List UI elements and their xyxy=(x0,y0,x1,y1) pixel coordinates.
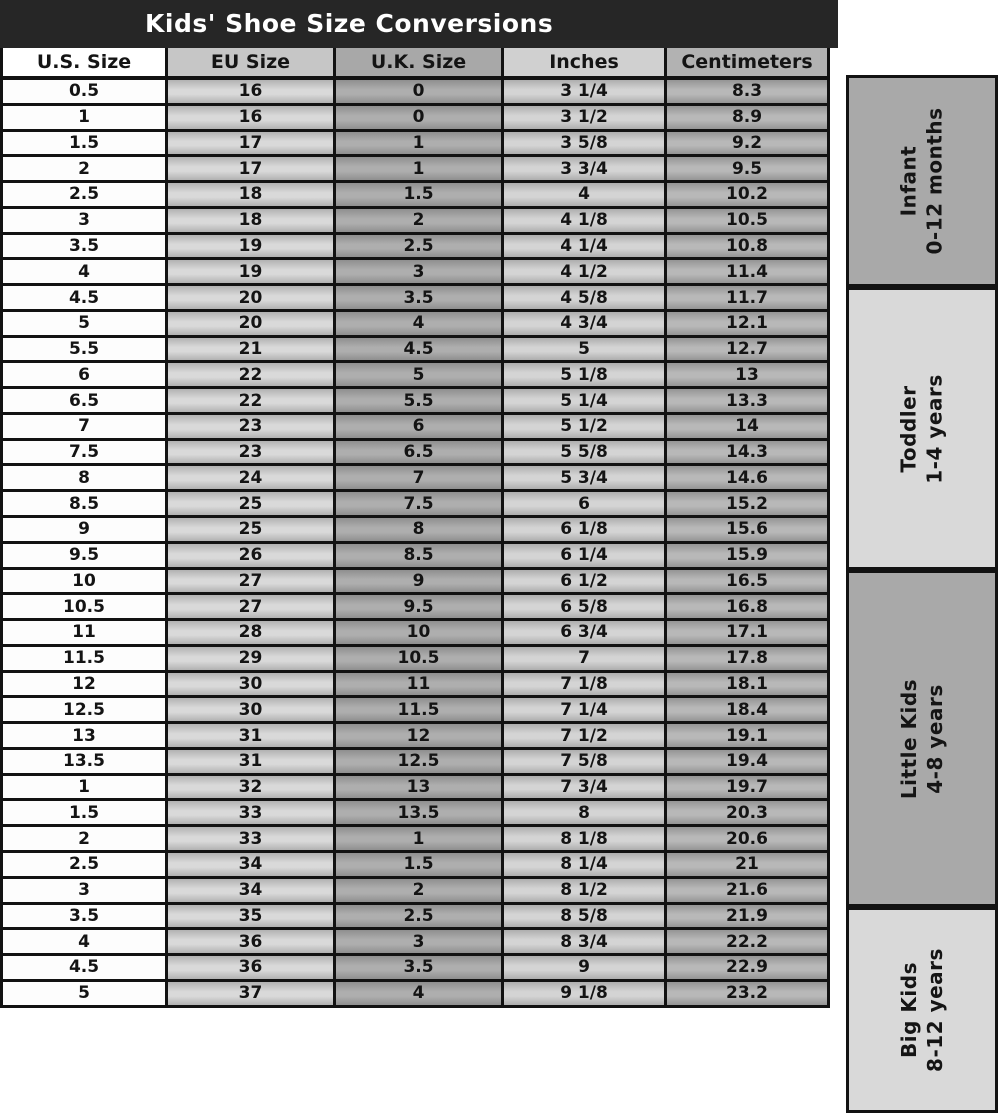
table-header-row xyxy=(3,48,830,80)
age-group-name: Toddler xyxy=(897,384,921,473)
table-cell: 14 xyxy=(667,415,830,441)
table-cell: 9 xyxy=(3,518,168,544)
table-row xyxy=(3,776,830,802)
table-cell: 23.2 xyxy=(667,982,830,1008)
table-cell: 6 xyxy=(336,415,504,441)
table-row xyxy=(3,492,830,518)
table-cell: 8 xyxy=(504,801,667,827)
table-cell: 11.4 xyxy=(667,260,830,286)
table-cell: 4.5 xyxy=(336,338,504,364)
table-cell: 6 3/4 xyxy=(504,621,667,647)
table-cell: 6.5 xyxy=(336,441,504,467)
age-group-little-kids xyxy=(846,570,998,907)
table-cell: 7 1/2 xyxy=(504,724,667,750)
table-cell: 27 xyxy=(168,595,336,621)
table-cell: 7 xyxy=(504,647,667,673)
table-cell: 4 3/4 xyxy=(504,312,667,338)
table-row xyxy=(3,905,830,931)
table-cell: 5.5 xyxy=(336,389,504,415)
table-cell: 6.5 xyxy=(3,389,168,415)
table-cell: 3 xyxy=(336,260,504,286)
table-cell: 16.5 xyxy=(667,570,830,596)
table-cell: 3.5 xyxy=(336,956,504,982)
table-cell: 31 xyxy=(168,750,336,776)
table-row xyxy=(3,595,830,621)
age-group-range: 1-4 years xyxy=(923,373,947,484)
table-cell: 15.2 xyxy=(667,492,830,518)
table-cell: 16 xyxy=(168,106,336,132)
age-group-name: Little Kids xyxy=(897,678,921,799)
table-cell: 11 xyxy=(336,673,504,699)
table-cell: 17.1 xyxy=(667,621,830,647)
table-row xyxy=(3,750,830,776)
page-title: Kids' Shoe Size Conversions xyxy=(145,9,554,38)
table-cell: 25 xyxy=(168,518,336,544)
table-cell: 35 xyxy=(168,905,336,931)
table-cell: 1 xyxy=(336,157,504,183)
table-cell: 34 xyxy=(168,879,336,905)
age-group-label xyxy=(896,678,948,798)
table-cell: 1.5 xyxy=(3,801,168,827)
table-cell: 5 xyxy=(504,338,667,364)
table-cell: 15.9 xyxy=(667,544,830,570)
table-cell: 5.5 xyxy=(3,338,168,364)
size-conversion-table xyxy=(0,48,830,1008)
table-cell: 4 1/4 xyxy=(504,235,667,261)
table-cell: 4 xyxy=(3,260,168,286)
table-row xyxy=(3,312,830,338)
table-row xyxy=(3,441,830,467)
table-row xyxy=(3,827,830,853)
table-cell: 18.4 xyxy=(667,698,830,724)
age-group-label xyxy=(896,107,948,254)
table-cell: 33 xyxy=(168,801,336,827)
table-cell: 3 xyxy=(336,930,504,956)
table-cell: 1 xyxy=(3,776,168,802)
table-cell: 29 xyxy=(168,647,336,673)
table-cell: 10.8 xyxy=(667,235,830,261)
table-row xyxy=(3,930,830,956)
table-cell: 1 xyxy=(336,132,504,158)
table-cell: 19.1 xyxy=(667,724,830,750)
table-cell: 7 1/8 xyxy=(504,673,667,699)
table-cell: 26 xyxy=(168,544,336,570)
table-cell: 21.9 xyxy=(667,905,830,931)
table-cell: 11 xyxy=(3,621,168,647)
table-cell: 1.5 xyxy=(336,853,504,879)
table-cell: 1.5 xyxy=(3,132,168,158)
table-row xyxy=(3,338,830,364)
table-cell: 8.5 xyxy=(336,544,504,570)
table-cell: 5 xyxy=(3,312,168,338)
table-cell: 13.5 xyxy=(3,750,168,776)
table-cell: 7 1/4 xyxy=(504,698,667,724)
table-cell: 37 xyxy=(168,982,336,1008)
table-cell: 3 xyxy=(3,209,168,235)
table-cell: 9.2 xyxy=(667,132,830,158)
table-cell: 31 xyxy=(168,724,336,750)
table-row xyxy=(3,80,830,106)
table-cell: 8 1/8 xyxy=(504,827,667,853)
table-cell: 4 5/8 xyxy=(504,286,667,312)
table-cell: 8 3/4 xyxy=(504,930,667,956)
age-group-label xyxy=(896,374,948,483)
table-row xyxy=(3,673,830,699)
table-cell: 2 xyxy=(336,209,504,235)
age-group-range: 4-8 years xyxy=(923,683,947,794)
table-cell: 10.2 xyxy=(667,183,830,209)
table-cell: 1 xyxy=(336,827,504,853)
table-cell: 30 xyxy=(168,698,336,724)
table-row xyxy=(3,853,830,879)
table-cell: 22 xyxy=(168,389,336,415)
table-cell: 18.1 xyxy=(667,673,830,699)
age-group-name: Infant xyxy=(897,145,922,217)
table-cell: 21 xyxy=(667,853,830,879)
table-cell: 7 xyxy=(3,415,168,441)
table-row xyxy=(3,570,830,596)
table-cell: 22.2 xyxy=(667,930,830,956)
table-cell: 2 xyxy=(3,827,168,853)
table-cell: 9 xyxy=(504,956,667,982)
table-cell: 3 3/4 xyxy=(504,157,667,183)
table-row xyxy=(3,879,830,905)
age-group-infant xyxy=(846,75,998,287)
table-cell: 20 xyxy=(168,286,336,312)
table-cell: 19 xyxy=(168,235,336,261)
table-cell: 13.3 xyxy=(667,389,830,415)
table-cell: 5 xyxy=(336,363,504,389)
table-cell: 2.5 xyxy=(336,235,504,261)
table-body xyxy=(3,80,830,1008)
table-cell: 12 xyxy=(3,673,168,699)
table-cell: 11.7 xyxy=(667,286,830,312)
table-row xyxy=(3,260,830,286)
column-header-inches: Inches xyxy=(504,48,667,80)
table-cell: 12 xyxy=(336,724,504,750)
table-cell: 12.5 xyxy=(336,750,504,776)
table-cell: 6 xyxy=(504,492,667,518)
table-cell: 7.5 xyxy=(3,441,168,467)
table-cell: 9 xyxy=(336,570,504,596)
table-cell: 2 xyxy=(3,157,168,183)
table-cell: 13 xyxy=(3,724,168,750)
table-cell: 19.4 xyxy=(667,750,830,776)
table-cell: 0 xyxy=(336,106,504,132)
table-cell: 19 xyxy=(168,260,336,286)
table-cell: 10.5 xyxy=(336,647,504,673)
table-cell: 0.5 xyxy=(3,80,168,106)
table-cell: 5 xyxy=(3,982,168,1008)
table-cell: 20.3 xyxy=(667,801,830,827)
table-cell: 8.3 xyxy=(667,80,830,106)
table-cell: 1 xyxy=(3,106,168,132)
table-row xyxy=(3,389,830,415)
table-cell: 3.5 xyxy=(3,905,168,931)
table-cell: 5 3/4 xyxy=(504,466,667,492)
age-group-toddler xyxy=(846,287,998,570)
table-cell: 4 xyxy=(3,930,168,956)
table-cell: 6 1/2 xyxy=(504,570,667,596)
table-row xyxy=(3,724,830,750)
table-cell: 36 xyxy=(168,930,336,956)
table-cell: 27 xyxy=(168,570,336,596)
table-cell: 4 xyxy=(336,982,504,1008)
table-cell: 10.5 xyxy=(667,209,830,235)
table-cell: 20 xyxy=(168,312,336,338)
table-cell: 4 1/8 xyxy=(504,209,667,235)
table-cell: 0 xyxy=(336,80,504,106)
table-cell: 30 xyxy=(168,673,336,699)
table-row xyxy=(3,518,830,544)
table-cell: 3 xyxy=(3,879,168,905)
table-row xyxy=(3,415,830,441)
table-cell: 6 1/8 xyxy=(504,518,667,544)
table-cell: 8 1/4 xyxy=(504,853,667,879)
table-cell: 4 1/2 xyxy=(504,260,667,286)
table-row xyxy=(3,132,830,158)
table-row xyxy=(3,982,830,1008)
table-cell: 17.8 xyxy=(667,647,830,673)
column-header-eu-size: EU Size xyxy=(168,48,336,80)
table-cell: 33 xyxy=(168,827,336,853)
table-cell: 2 xyxy=(336,879,504,905)
table-cell: 6 1/4 xyxy=(504,544,667,570)
table-cell: 9 1/8 xyxy=(504,982,667,1008)
table-cell: 3.5 xyxy=(336,286,504,312)
table-cell: 10 xyxy=(3,570,168,596)
table-cell: 22 xyxy=(168,363,336,389)
table-cell: 8.5 xyxy=(3,492,168,518)
table-cell: 12.5 xyxy=(3,698,168,724)
table-cell: 9.5 xyxy=(3,544,168,570)
column-header-u-s-size: U.S. Size xyxy=(3,48,168,80)
table-cell: 18 xyxy=(168,183,336,209)
table-row xyxy=(3,698,830,724)
age-group-big-kids xyxy=(846,907,998,1113)
table-cell: 12.1 xyxy=(667,312,830,338)
table-cell: 3 1/4 xyxy=(504,80,667,106)
table-row xyxy=(3,466,830,492)
table-cell: 4.5 xyxy=(3,956,168,982)
table-cell: 10 xyxy=(336,621,504,647)
table-cell: 19.7 xyxy=(667,776,830,802)
table-cell: 21.6 xyxy=(667,879,830,905)
table-cell: 9.5 xyxy=(336,595,504,621)
table-row xyxy=(3,183,830,209)
table-cell: 5 1/2 xyxy=(504,415,667,441)
table-cell: 17 xyxy=(168,132,336,158)
table-cell: 4 xyxy=(504,183,667,209)
table-cell: 2.5 xyxy=(3,853,168,879)
table-cell: 2.5 xyxy=(3,183,168,209)
table-cell: 21 xyxy=(168,338,336,364)
table-row xyxy=(3,544,830,570)
column-header-u-k-size: U.K. Size xyxy=(336,48,504,80)
table-cell: 22.9 xyxy=(667,956,830,982)
table-cell: 23 xyxy=(168,415,336,441)
table-cell: 7 5/8 xyxy=(504,750,667,776)
title-bar xyxy=(0,0,838,48)
table-cell: 36 xyxy=(168,956,336,982)
table-cell: 23 xyxy=(168,441,336,467)
age-group-range: 0-12 months xyxy=(923,107,948,255)
age-group-name: Big Kids xyxy=(896,962,921,1058)
table-row xyxy=(3,621,830,647)
table-cell: 16 xyxy=(168,80,336,106)
table-cell: 32 xyxy=(168,776,336,802)
table-cell: 8 5/8 xyxy=(504,905,667,931)
table-cell: 5 1/4 xyxy=(504,389,667,415)
table-cell: 3.5 xyxy=(3,235,168,261)
table-cell: 3 5/8 xyxy=(504,132,667,158)
table-cell: 7.5 xyxy=(336,492,504,518)
table-cell: 3 1/2 xyxy=(504,106,667,132)
table-cell: 34 xyxy=(168,853,336,879)
table-row xyxy=(3,286,830,312)
table-cell: 7 3/4 xyxy=(504,776,667,802)
table-row xyxy=(3,106,830,132)
table-cell: 14.3 xyxy=(667,441,830,467)
table-cell: 17 xyxy=(168,157,336,183)
table-cell: 13 xyxy=(336,776,504,802)
table-cell: 13.5 xyxy=(336,801,504,827)
table-row xyxy=(3,363,830,389)
table-cell: 24 xyxy=(168,466,336,492)
table-cell: 5 5/8 xyxy=(504,441,667,467)
table-cell: 8.9 xyxy=(667,106,830,132)
table-cell: 1.5 xyxy=(336,183,504,209)
table-row xyxy=(3,157,830,183)
table-cell: 5 1/8 xyxy=(504,363,667,389)
table-cell: 18 xyxy=(168,209,336,235)
column-header-centimeters: Centimeters xyxy=(667,48,830,80)
age-group-range: 8-12 years xyxy=(922,948,947,1072)
table-cell: 14.6 xyxy=(667,466,830,492)
table-row xyxy=(3,209,830,235)
table-cell: 20.6 xyxy=(667,827,830,853)
table-row xyxy=(3,956,830,982)
table-row xyxy=(3,235,830,261)
table-cell: 7 xyxy=(336,466,504,492)
table-cell: 11.5 xyxy=(3,647,168,673)
table-cell: 25 xyxy=(168,492,336,518)
table-cell: 11.5 xyxy=(336,698,504,724)
table-cell: 13 xyxy=(667,363,830,389)
table-cell: 28 xyxy=(168,621,336,647)
table-cell: 6 xyxy=(3,363,168,389)
table-cell: 12.7 xyxy=(667,338,830,364)
table-row xyxy=(3,647,830,673)
table-cell: 4 xyxy=(336,312,504,338)
table-cell: 8 xyxy=(3,466,168,492)
table-cell: 15.6 xyxy=(667,518,830,544)
table-cell: 16.8 xyxy=(667,595,830,621)
table-row xyxy=(3,801,830,827)
age-group-label xyxy=(896,948,948,1072)
table-cell: 10.5 xyxy=(3,595,168,621)
table-cell: 6 5/8 xyxy=(504,595,667,621)
table-cell: 8 1/2 xyxy=(504,879,667,905)
table-cell: 8 xyxy=(336,518,504,544)
table-cell: 9.5 xyxy=(667,157,830,183)
table-cell: 4.5 xyxy=(3,286,168,312)
table-cell: 2.5 xyxy=(336,905,504,931)
